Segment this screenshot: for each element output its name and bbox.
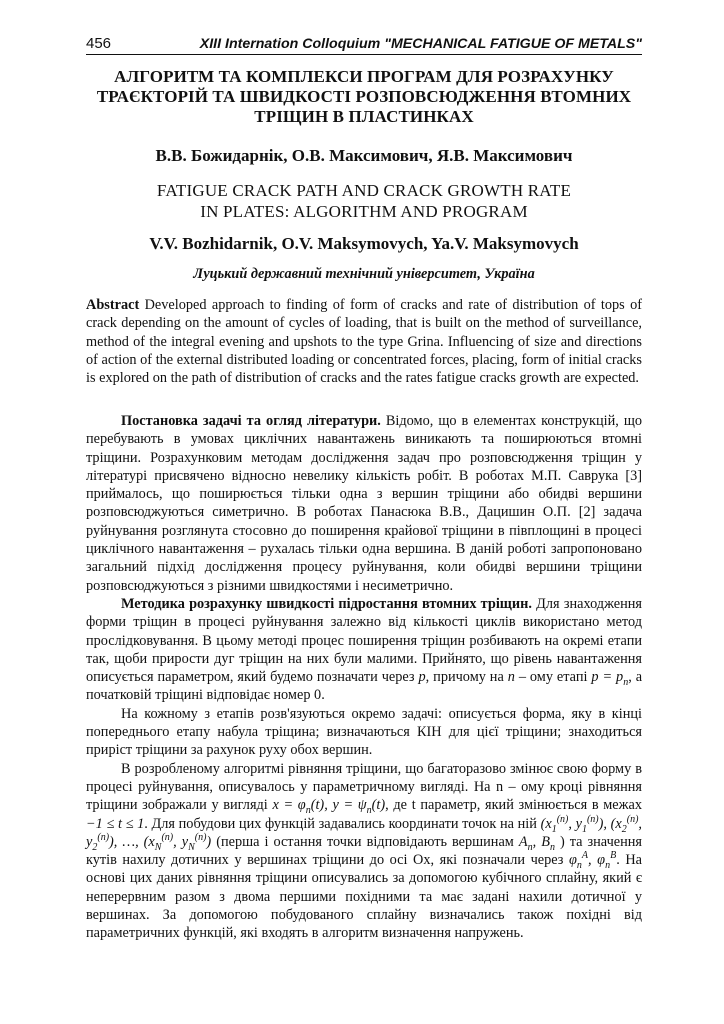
title-en-line: FATIGUE CRACK PATH AND CRACK GROWTH RATE xyxy=(156,181,572,200)
paragraph: На кожному з етапів розв'язуються окремо задачі: описується форма, яку в кінці попереднього етапу набула тріщина; визначаються КІН для цієї тріщини; знаходиться приріст тріщини за рахунок руху обох вершин. xyxy=(86,705,642,759)
authors-ukrainian: В.В. Божидарнік, О.В. Максимович, Я.В. Максимович xyxy=(155,146,573,165)
section-heading: Постановка задачі та огляд літератури. xyxy=(121,413,381,429)
running-title: XIII Internation Colloquium "MECHANICAL FATIGUE OF METALS" xyxy=(199,36,642,52)
abstract-text: Developed approach to finding of form of cracks and rate of distribution of tops of crack depending on the amount of cycles of loading, that is built on the method of surveillance, method of the integral evening and upshots to the type Grina. Influencing of size and directions of action of the external distributed loading or concentrated forces, placing, form of initial cracks is explored on the path of distribution of cracks and the rates fatigue cracks growth are expected. xyxy=(86,297,642,387)
paragraph-text: , де t параметр, який змінюється в межах xyxy=(385,797,642,814)
running-header xyxy=(86,34,642,55)
paragraph-text: ) та значення кутів нахилу дотичних у вершинах тріщини до осі Ox, які позначали через xyxy=(86,833,642,869)
math-symbol: p xyxy=(418,669,426,686)
math-equation: $x = \varphi_n(t)$, $y = \psi_n(t)$ xyxy=(272,797,386,817)
paragraph-text: – ому етапі xyxy=(518,669,588,686)
paragraph-text: Відомо, що в елементах конструкцій, що перебувають в умовах циклічних навантажень виникають та поширюються втомні тріщини. Розрахунковим методам дослідження задач про розповсюдження тріщин у літературі присвячено відносно невелику кількість робіт. В роботах М.П. Саврука [3] приймалось, що поширюється тільки одна з вершин тріщини або обидві вершини розповсюджуються симетрично. В роботах Панасюка В.В., Дацишин О.П. [2] задача руйнування розглянута стосовно до поширення крайової тріщини в півплощині в процесі циклічного навантаження – рухалась тільки одна вершина. В даній роботі запропоновано загальний підхід дослідження процесу руйнування, коли обидві вершини тріщини розповсюджуються з різними швидкостями і несиметрично. xyxy=(86,413,643,594)
abstract-label: Abstract xyxy=(86,297,140,313)
paragraph-text: . Для побудови цих функцій задавались координати точок на ній xyxy=(144,815,537,832)
paragraph-text: Для знаходження форми тріщин в процесі руйнування залежно від кількості циклів використано метод прослідковування. В цьому методі процес поширення тріщин розбивають на окремі етапи так, щоби прирости дуг тріщин на них були малими. Прийнято, що рівень навантаження описується параметром, який будемо позначати через xyxy=(86,596,642,686)
paragraph xyxy=(86,595,642,705)
paragraph-text: . На основі цих даних рівняння тріщини описувались за допомогою кубічного сплайну, який є неперервним разом з двома першими похідними та має задані нахили дотичної у вершинах. За допомогою побудованого сплайну визначались також похідні від параметричних функцій, які входять в алгоритм визначення напружень. xyxy=(86,852,642,942)
math-symbol: $\varphi_n^A$, $\varphi_n^B$ xyxy=(569,850,617,872)
section-method xyxy=(86,595,642,943)
math-symbol: $A_n$, $B_n$ xyxy=(518,833,555,853)
paragraph-text: В розробленому алгоритмі рівняння тріщини, що багаторазово змінює свою форму в процесі руйнування, описувалось у параметричному вигляді. На n – ому кроці рівняння тріщини зображали у вигляді xyxy=(86,760,642,814)
paragraph-text: , причому на xyxy=(425,669,504,686)
paragraph-text: (перша і остання точки відповідають вершинам xyxy=(216,833,514,850)
paragraph xyxy=(86,760,642,943)
math-symbol: n xyxy=(507,669,515,686)
affiliation: Луцький державний технічний університет, Україна xyxy=(193,266,535,282)
title-ua-line: ТРІЩИН В ПЛАСТИНКАХ xyxy=(254,107,474,126)
section-heading: Методика розрахунку швидкості підростання втомних тріщин. xyxy=(121,596,532,612)
paragraph xyxy=(86,412,642,595)
abstract xyxy=(86,296,642,387)
paragraph-text: , а початковій тріщині відповідає номер 0. xyxy=(86,669,643,704)
authors-english: V.V. Bozhidarnik, O.V. Maksymovych, Ya.V. Maksymovych xyxy=(149,234,579,253)
title-ua-line: ТРАЄКТОРІЙ ТА ШВИДКОСТІ РОЗПОВСЮДЖЕННЯ ВТОМНИХ xyxy=(96,87,632,106)
math-equation: $p = p_n$ xyxy=(591,669,629,689)
title-ukrainian xyxy=(86,67,642,127)
math-equation: ($x_1^{(n)}$, $y_1^{(n)}$), ($x_2^{(n)}$, $y_2^{(n)}$), …, ($x_N^{(n)}$, $y_N^{(n)}$) xyxy=(86,813,642,853)
title-english xyxy=(86,180,642,222)
math-equation: −1 ≤ t ≤ 1 xyxy=(86,815,145,832)
page-number: 456 xyxy=(86,35,112,52)
section-problem-statement xyxy=(86,412,642,595)
title-ua-line: АЛГОРИТМ ТА КОМПЛЕКСИ ПРОГРАМ ДЛЯ РОЗРАХУНКУ xyxy=(114,67,614,86)
title-en-line: IN PLATES: ALGORITHM AND PROGRAM xyxy=(200,202,528,221)
